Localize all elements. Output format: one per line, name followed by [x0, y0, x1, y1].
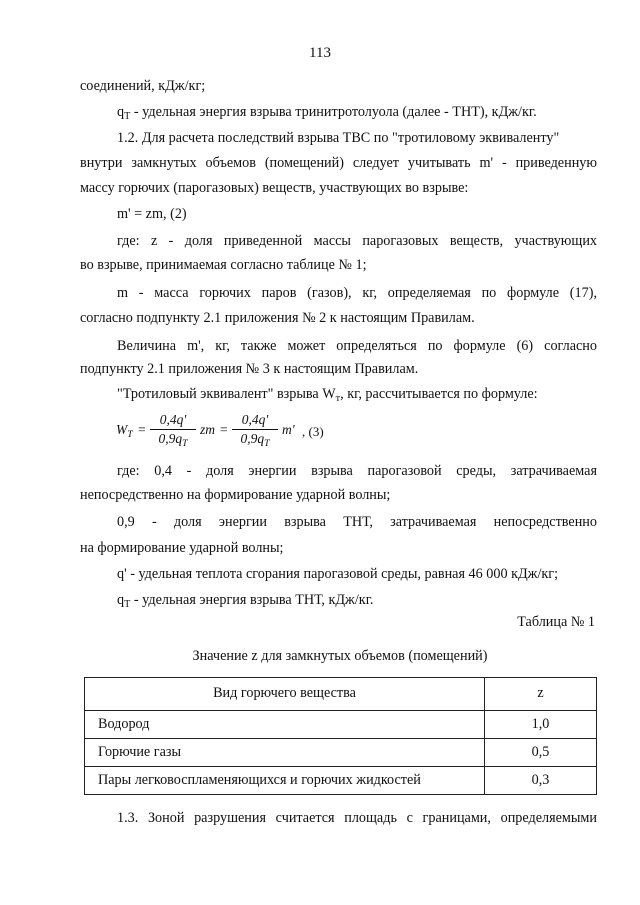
table-title: Значение z для замкнутых объемов (помещений) — [192, 648, 488, 664]
table-header-row — [85, 678, 597, 711]
table-row — [85, 711, 597, 739]
formula-lhs: $W_T$ — [116, 422, 133, 440]
table-cell: Пары легковоспламеняющихся и горючих жидкостей — [85, 767, 485, 795]
text-line — [117, 592, 373, 609]
text-line — [117, 386, 538, 403]
text-line: соединений, кДж/кг; — [80, 78, 206, 94]
text-line — [117, 104, 537, 121]
symbol-q: q — [117, 104, 125, 120]
equals-sign: = — [138, 422, 146, 437]
symbol-q: q — [117, 592, 125, 608]
text-line: во взрыве, принимаемая согласно таблице № 1; — [80, 257, 367, 273]
formula-mid: zm — [200, 422, 216, 437]
text-line: внутри замкнутых объемов (помещений) следует учитывать m' - приведенную — [80, 155, 597, 171]
text-line: 1.3. Зоной разрушения считается площадь с границами, определяемыми — [117, 810, 597, 826]
text-fragment: , кг, рассчитывается по формуле: — [340, 386, 538, 402]
text-line: где: 0,4 - доля энергии взрыва парогазовой среды, затрачиваемая — [117, 463, 597, 479]
text-line: где: z - доля приведенной массы парогазовых веществ, участвующих — [117, 233, 597, 249]
numerator: 0,4q' — [150, 412, 196, 430]
table-cell: 0,3 — [485, 767, 597, 795]
column-header: z — [485, 678, 597, 711]
subscript-t: Т — [124, 111, 131, 123]
table-cell: Водород — [85, 711, 485, 739]
text-line: q' - удельная теплота сгорания парогазовой среды, равная 46 000 кДж/кг; — [117, 566, 559, 582]
formula-tail: m' — [282, 422, 295, 437]
table-cell: 1,0 — [485, 711, 597, 739]
subscript-t: Т — [124, 599, 131, 611]
equals-sign: = — [220, 422, 228, 437]
text-line: 0,9 - доля энергии взрыва ТНТ, затрачиваемая непосредственно — [117, 514, 597, 530]
fraction-2 — [232, 412, 278, 450]
text-fragment: - удельная энергия взрыва ТНТ, кДж/кг. — [130, 592, 374, 608]
formula-tag: , (3) — [302, 424, 324, 439]
z-values-table — [84, 677, 597, 795]
text-fragment: "Тротиловый эквивалент" взрыва W — [117, 386, 336, 402]
table-label: Таблица № 1 — [517, 614, 595, 630]
column-header: Вид горючего вещества — [85, 678, 485, 711]
text-line: подпункту 2.1 приложения № 3 к настоящим Правилам. — [80, 361, 419, 377]
table-row — [85, 739, 597, 767]
denominator: $0,9q_T$ — [158, 431, 188, 450]
subscript-t: т — [335, 393, 341, 405]
formula-2: m' = zm, (2) — [117, 206, 187, 222]
text-line: согласно подпункту 2.1 приложения № 2 к настоящим Правилам. — [80, 310, 475, 326]
text-line: на формирование ударной волны; — [80, 540, 284, 556]
page-number: 113 — [309, 45, 331, 61]
fraction-1 — [150, 412, 196, 450]
table-cell: 0,5 — [485, 739, 597, 767]
table-row — [85, 767, 597, 795]
text-line: массу горючих (парогазовых) веществ, участвующих во взрыве: — [80, 180, 469, 196]
denominator: $0,9q_T$ — [240, 431, 270, 450]
text-line: 1.2. Для расчета последствий взрыва ТВС по "тротиловому эквиваленту" — [117, 130, 560, 146]
text-line: Величина m', кг, также может определяться по формуле (6) согласно — [117, 338, 597, 354]
text-fragment: - удельная энергия взрыва тринитротолуола (далее - ТНТ), кДж/кг. — [130, 104, 537, 120]
text-line: m - масса горючих паров (газов), кг, определяемая по формуле (17), — [117, 285, 597, 301]
text-line: непосредственно на формирование ударной волны; — [80, 487, 391, 503]
table-cell: Горючие газы — [85, 739, 485, 767]
numerator: 0,4q' — [232, 412, 278, 430]
